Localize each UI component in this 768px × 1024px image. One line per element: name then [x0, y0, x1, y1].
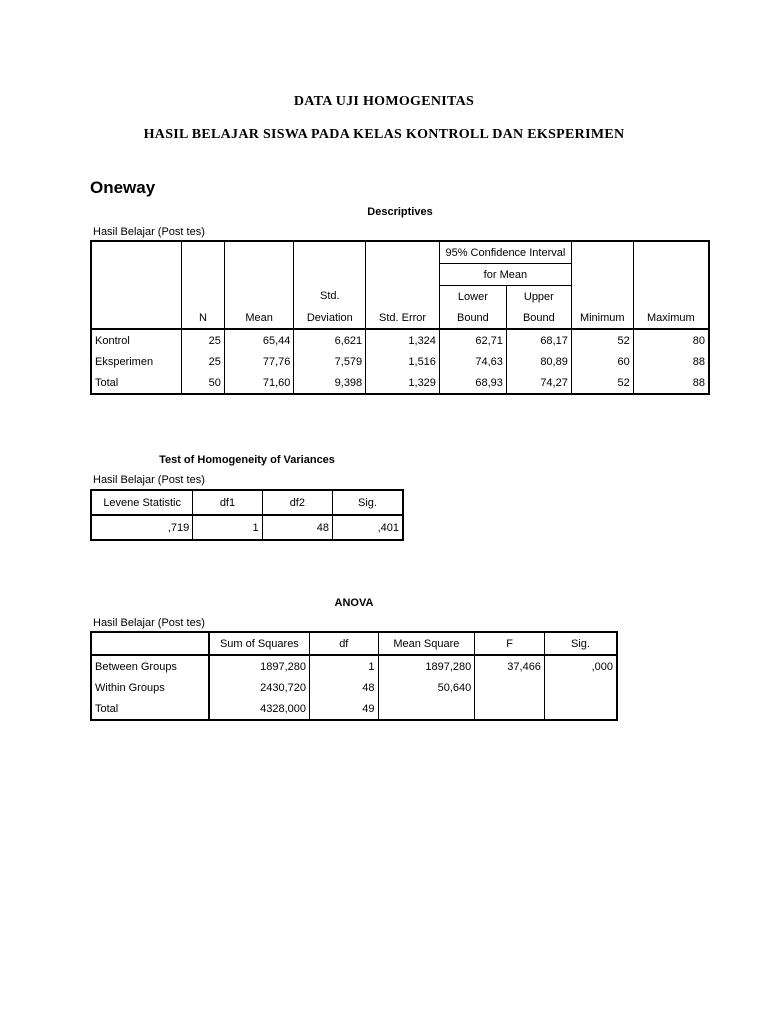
table-row: Within Groups 2430,720 48 50,640 — [91, 677, 617, 698]
col-minimum: Minimum — [571, 307, 633, 329]
table-row: Total 4328,000 49 — [91, 698, 617, 720]
col-n: N — [182, 307, 225, 329]
descriptives-table — [90, 240, 710, 395]
col-sum-squares: Sum of Squares — [209, 632, 310, 655]
table-row: Eksperimen 25 77,76 7,579 1,516 74,63 80,89 60 88 — [91, 351, 709, 372]
section-heading: Oneway — [90, 178, 156, 197]
col-std-error: Std. Error — [366, 307, 440, 329]
col-df1: df1 — [193, 490, 262, 515]
col-std-2: Deviation — [294, 307, 366, 329]
col-mean-square: Mean Square — [378, 632, 475, 655]
col-upper-1: Upper — [506, 286, 571, 308]
table-row: Between Groups 1897,280 1 1897,280 37,466 ,000 — [91, 655, 617, 677]
col-upper-2: Bound — [506, 307, 571, 329]
table-row: Kontrol 25 65,44 6,621 1,324 62,71 68,17 52 80 — [91, 329, 709, 351]
col-lower-2: Bound — [439, 307, 506, 329]
document-subtitle: HASIL BELAJAR SISWA PADA KELAS KONTROLL DAN EKSPERIMEN — [143, 127, 625, 142]
homogeneity-title: Test of Homogeneity of Variances — [159, 454, 335, 466]
table-row: Total 50 71,60 9,398 1,329 68,93 74,27 52 88 — [91, 372, 709, 394]
col-df: df — [310, 632, 378, 655]
anova-variable: Hasil Belajar (Post tes) — [93, 617, 205, 629]
col-std-1: Std. — [294, 286, 366, 308]
anova-table — [90, 631, 618, 721]
col-mean: Mean — [224, 307, 294, 329]
col-lower-1: Lower — [439, 286, 506, 308]
col-levene: Levene Statistic — [91, 490, 193, 515]
document-title: DATA UJI HOMOGENITAS — [293, 94, 475, 109]
col-sig: Sig. — [333, 490, 403, 515]
descriptives-variable: Hasil Belajar (Post tes) — [93, 226, 205, 238]
col-f: F — [475, 632, 545, 655]
col-df2: df2 — [262, 490, 332, 515]
table-row: ,719 1 48 ,401 — [91, 515, 403, 540]
ci-header-1: 95% Confidence Interval — [439, 241, 571, 264]
homogeneity-table — [90, 489, 404, 541]
col-maximum: Maximum — [633, 307, 709, 329]
col-sig: Sig. — [544, 632, 617, 655]
homogeneity-variable: Hasil Belajar (Post tes) — [93, 474, 205, 486]
anova-title: ANOVA — [334, 597, 374, 609]
descriptives-title: Descriptives — [367, 206, 433, 218]
ci-header-2: for Mean — [439, 264, 571, 286]
